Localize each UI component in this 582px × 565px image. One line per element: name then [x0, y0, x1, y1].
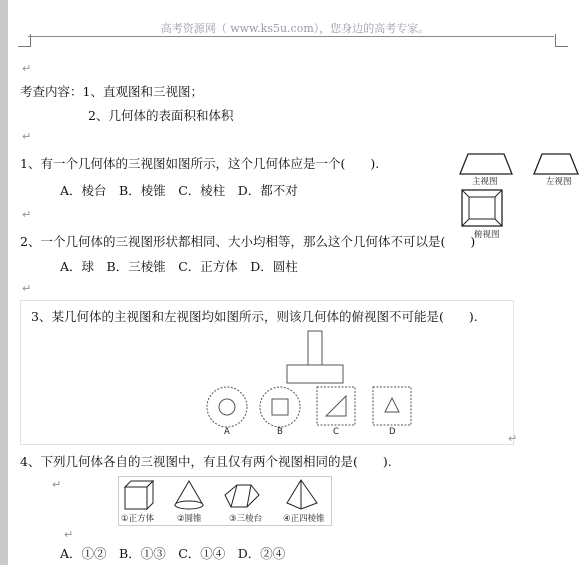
solid-4-label: ④正四棱锥: [283, 514, 325, 524]
header-watermark: 高考资源网（ www.ks5u.com），您身边的高考专家。: [160, 22, 430, 35]
document-page: [8, 0, 582, 565]
solid-3-label: ③三棱台: [229, 514, 263, 524]
side-view-label: 左视图: [546, 177, 572, 187]
scope-label: 考查内容：1、直观图和三视图；: [20, 84, 203, 99]
solid-2-label: ②圆锥: [177, 514, 202, 524]
q4-solids-figure: [118, 476, 332, 526]
page-corner-mark-left: [18, 34, 31, 47]
q4-stem: 4、下列几何体各自的三视图中，有且仅有两个视图相同的是( ).: [20, 454, 392, 469]
q3-choice-c-label: C: [333, 427, 339, 437]
pyramid-body: [287, 480, 317, 509]
q3-view-column: [308, 331, 322, 365]
cone-base: [175, 501, 203, 509]
paragraph-mark: ↵: [52, 478, 62, 491]
q4-options: A．①② B．①③ C．①④ D．②④: [60, 546, 286, 561]
side-view-trapezoid: [534, 154, 578, 174]
q3-choice-b-square: [272, 399, 288, 415]
cube-front-face: [125, 487, 147, 509]
q3-choice-d-label: D: [389, 427, 396, 437]
solid-1-label: ①正方体: [121, 514, 155, 524]
q1-stem: 1、有一个几何体的三视图如图所示，这个几何体应是一个( ).: [20, 156, 380, 171]
paragraph-mark: ↵: [22, 130, 32, 143]
paragraph-mark: ↵: [22, 282, 32, 295]
q3-view-base: [287, 365, 343, 383]
top-view-inner-square: [469, 197, 495, 219]
paragraph-mark: ↵: [22, 208, 32, 221]
frustum-body: [225, 485, 259, 507]
q2-options: A．球 B．三棱锥 C．正方体 D．圆柱: [60, 259, 298, 274]
page-corner-mark-right: [555, 34, 568, 47]
paragraph-mark: ↵: [508, 432, 518, 445]
q3-figure-panel: [20, 300, 514, 445]
q3-choice-a-label: A: [224, 427, 230, 437]
q1-options: A．棱台 B．棱锥 C．棱柱 D．都不对: [60, 183, 298, 198]
q3-choice-b-label: B: [277, 427, 283, 437]
scope-item-2: 2、几何体的表面积和体积: [88, 108, 234, 123]
q2-stem: 2、一个几何体的三视图形状都相同、大小均相等，那么这个几何体不可以是( ): [20, 234, 476, 249]
q3-choice-a-inner-circle: [219, 399, 235, 415]
q1-three-view-figure: [454, 150, 582, 240]
front-view-label: 主视图: [472, 177, 498, 187]
front-view-trapezoid: [460, 154, 512, 174]
q3-stem: 3、某几何体的主视图和左视图均如图所示，则该几何体的俯视图不可能是( ).: [31, 309, 478, 324]
paragraph-mark: ↵: [22, 62, 32, 75]
header-rule: [28, 36, 554, 37]
paragraph-mark: ↵: [64, 528, 74, 541]
top-view-label: 俯视图: [474, 230, 500, 240]
